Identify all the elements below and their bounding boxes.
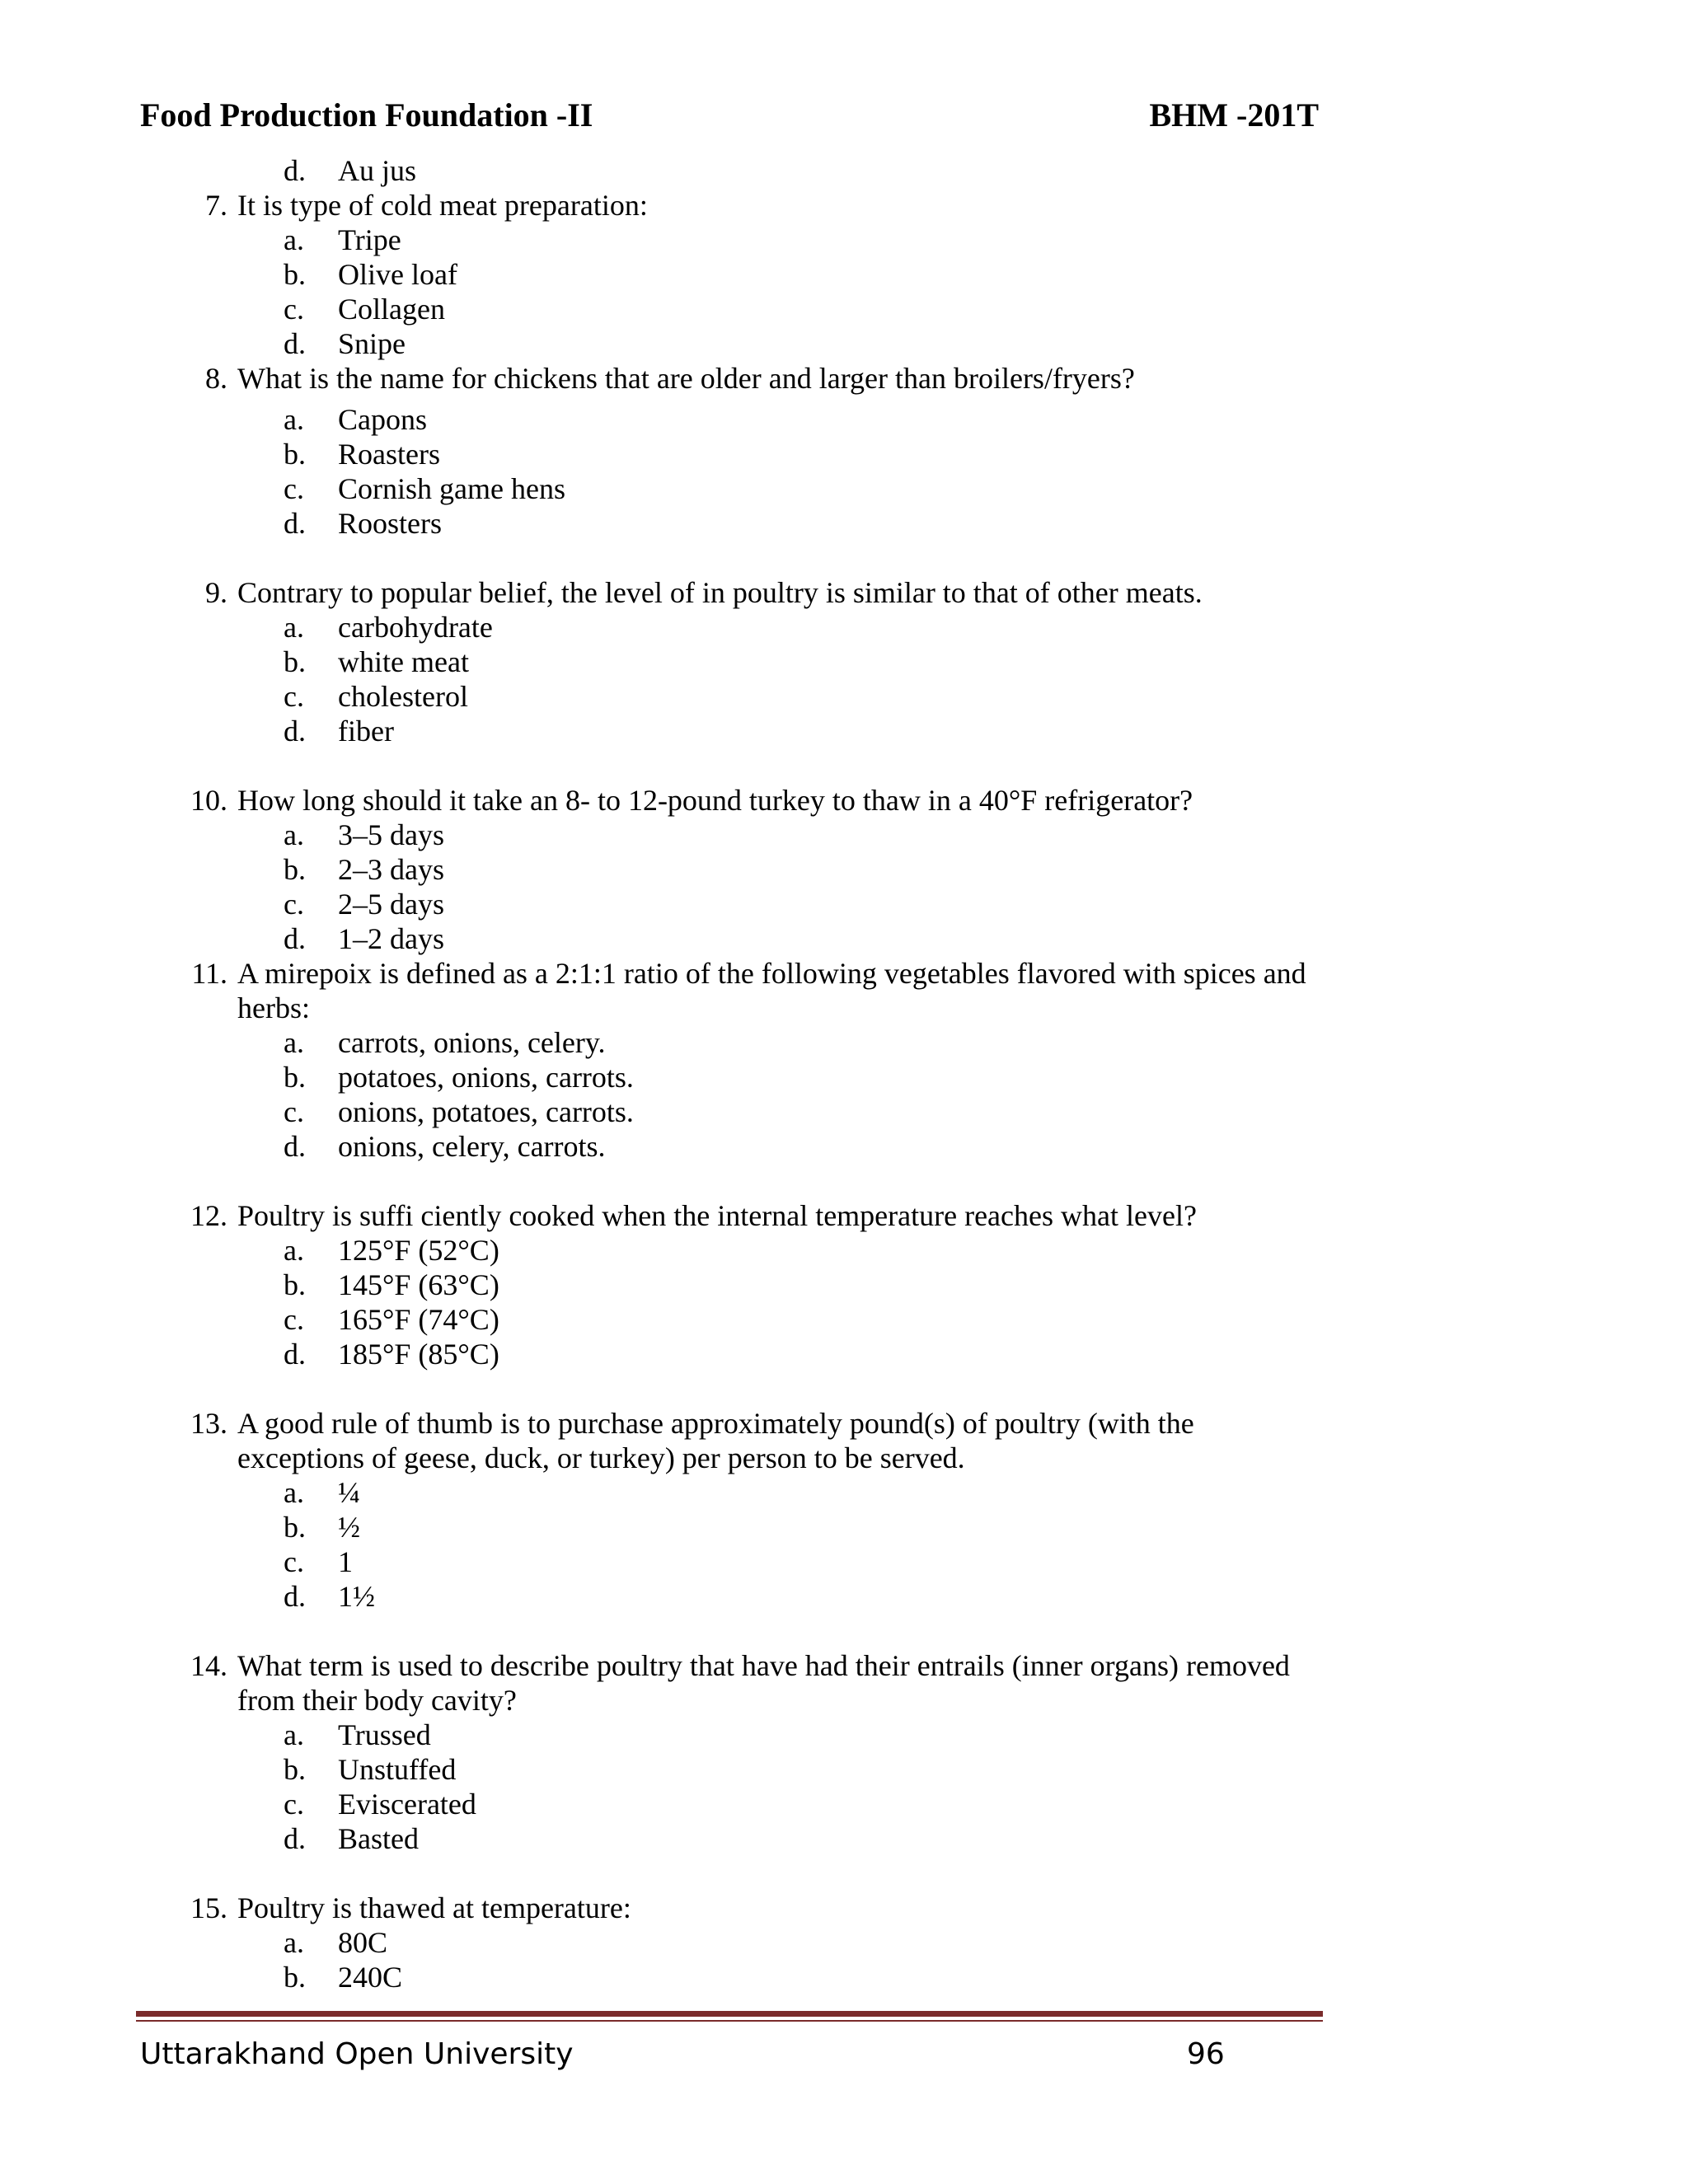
footer-rule-thick: [136, 2011, 1323, 2017]
option-text: Trussed: [338, 1718, 431, 1751]
question-item: [186, 361, 1324, 396]
option-item: [186, 818, 1324, 852]
question-item: [186, 783, 1324, 818]
option-text: 1–2 days: [338, 922, 444, 955]
option-text: Olive loaf: [338, 258, 457, 291]
option-text: 165°F (74°C): [338, 1303, 499, 1336]
option-text: 1½: [338, 1580, 375, 1613]
option-item: [186, 610, 1324, 644]
option-item: [186, 1960, 1324, 1994]
question-number: 13.: [190, 1407, 227, 1440]
option-text: Eviscerated: [338, 1788, 476, 1821]
question-number: 12.: [190, 1199, 227, 1232]
footer-rule-thin: [136, 2020, 1323, 2022]
option-letter: b.: [284, 258, 306, 291]
option-item: [186, 1268, 1324, 1302]
option-letter: a.: [284, 223, 304, 256]
option-letter: a.: [284, 1234, 304, 1267]
option-text: fiber: [338, 715, 394, 748]
option-letter: d.: [284, 1580, 306, 1613]
option-letter: a.: [284, 818, 304, 851]
option-item: [186, 1129, 1324, 1164]
option-letter: a.: [284, 611, 304, 644]
option-text: carbohydrate: [338, 611, 493, 644]
option-text: Basted: [338, 1822, 419, 1855]
option-text: 80C: [338, 1926, 388, 1959]
question-text: What is the name for chickens that are older and larger than broilers/fryers?: [237, 362, 1135, 395]
option-item: [186, 1475, 1324, 1510]
option-letter: b.: [284, 853, 306, 886]
option-text: 125°F (52°C): [338, 1234, 499, 1267]
option-text: carrots, onions, celery.: [338, 1026, 606, 1059]
question-text: A mirepoix is defined as a 2:1:1 ratio of the following vegetables flavored with spices and herbs:: [237, 957, 1306, 1024]
option-letter: c.: [284, 1303, 304, 1336]
option-item: [186, 1925, 1324, 1960]
option-letter: c.: [284, 1788, 304, 1821]
option-letter: a.: [284, 1026, 304, 1059]
option-item: [186, 644, 1324, 679]
option-item: [186, 437, 1324, 471]
question-text: How long should it take an 8- to 12-pound turkey to thaw in a 40°F refrigerator?: [237, 784, 1193, 817]
option-letter: b.: [284, 1061, 306, 1094]
question-item: [186, 1648, 1324, 1718]
option-text: Collagen: [338, 293, 445, 326]
question-text: What term is used to describe poultry that have had their entrails (inner organs) removed from their body cavity?: [237, 1649, 1290, 1717]
option-text: 3–5 days: [338, 818, 444, 851]
question-number: 9.: [205, 576, 227, 609]
question-number: 11.: [191, 957, 227, 990]
option-item: [186, 1752, 1324, 1787]
question-number: 7.: [205, 189, 227, 222]
question-item: [186, 188, 1324, 223]
option-text: Unstuffed: [338, 1753, 457, 1786]
course-code: BHM -201T: [1149, 96, 1319, 134]
option-text: white meat: [338, 645, 469, 678]
option-text: potatoes, onions, carrots.: [338, 1061, 634, 1094]
option-letter: a.: [284, 1926, 304, 1959]
option-text: ¼: [338, 1476, 360, 1509]
option-item: [186, 292, 1324, 326]
option-letter: c.: [284, 888, 304, 921]
option-letter: a.: [284, 1718, 304, 1751]
option-item: [186, 1233, 1324, 1268]
option-item: [186, 1821, 1324, 1856]
question-number: 8.: [205, 362, 227, 395]
option-item: [186, 1718, 1324, 1752]
question-number: 10.: [190, 784, 227, 817]
option-item: [186, 1094, 1324, 1129]
question-item: [186, 1198, 1324, 1233]
option-letter: b.: [284, 1753, 306, 1786]
option-letter: d.: [284, 1822, 306, 1855]
option-text: 145°F (63°C): [338, 1268, 499, 1301]
option-text: cholesterol: [338, 680, 468, 713]
option-item: [186, 257, 1324, 292]
option-item: [186, 1060, 1324, 1094]
option-item: [186, 679, 1324, 714]
option-item: [186, 1787, 1324, 1821]
option-text: Roosters: [338, 507, 442, 540]
question-item: [186, 575, 1324, 610]
option-text: Au jus: [338, 154, 417, 187]
question-item: [186, 956, 1324, 1025]
question-text: Poultry is suffi ciently cooked when the internal temperature reaches what level?: [237, 1199, 1197, 1232]
page-number: 96: [1187, 2037, 1225, 2071]
option-text: Roasters: [338, 438, 440, 471]
page-footer: [140, 2037, 1319, 2079]
option-item: [186, 153, 1324, 188]
option-letter: c.: [284, 472, 304, 505]
option-item: [186, 1510, 1324, 1544]
question-text: It is type of cold meat preparation:: [237, 189, 648, 222]
option-letter: d.: [284, 1338, 306, 1371]
option-letter: b.: [284, 645, 306, 678]
option-letter: a.: [284, 1476, 304, 1509]
option-letter: d.: [284, 1130, 306, 1163]
question-item: [186, 1891, 1324, 1925]
page-header: [140, 96, 1319, 145]
option-letter: d.: [284, 715, 306, 748]
option-item: [186, 1337, 1324, 1371]
option-text: Snipe: [338, 327, 406, 360]
option-item: [186, 1302, 1324, 1337]
question-number: 14.: [190, 1649, 227, 1682]
question-item: [186, 1406, 1324, 1475]
option-letter: c.: [284, 1545, 304, 1578]
option-text: 185°F (85°C): [338, 1338, 499, 1371]
option-letter: c.: [284, 1095, 304, 1128]
question-text: A good rule of thumb is to purchase approximately pound(s) of poultry (with the exceptions of geese, duck, or turkey) per person to be served.: [237, 1407, 1194, 1474]
option-letter: d.: [284, 507, 306, 540]
question-text: Contrary to popular belief, the level of in poultry is similar to that of other meats.: [237, 576, 1203, 609]
option-text: Cornish game hens: [338, 472, 565, 505]
option-letter: a.: [284, 403, 304, 436]
university-name: Uttarakhand Open University: [140, 2037, 574, 2071]
course-title: Food Production Foundation -II: [140, 96, 593, 134]
question-list: [186, 153, 1324, 1994]
option-item: [186, 223, 1324, 257]
question-text: Poultry is thawed at temperature:: [237, 1891, 631, 1924]
option-item: [186, 471, 1324, 506]
option-text: 240C: [338, 1961, 403, 1994]
option-item: [186, 506, 1324, 541]
option-text: Capons: [338, 403, 427, 436]
option-text: Tripe: [338, 223, 401, 256]
option-letter: c.: [284, 680, 304, 713]
option-text: 2–5 days: [338, 888, 444, 921]
option-item: [186, 326, 1324, 361]
option-letter: d.: [284, 922, 306, 955]
option-text: onions, potatoes, carrots.: [338, 1095, 634, 1128]
option-letter: b.: [284, 1268, 306, 1301]
option-item: [186, 714, 1324, 748]
option-item: [186, 1544, 1324, 1579]
option-letter: b.: [284, 1511, 306, 1544]
option-item: [186, 402, 1324, 437]
option-letter: b.: [284, 438, 306, 471]
option-letter: d.: [284, 154, 306, 187]
option-letter: b.: [284, 1961, 306, 1994]
option-item: [186, 1579, 1324, 1614]
option-text: 2–3 days: [338, 853, 444, 886]
option-text: onions, celery, carrots.: [338, 1130, 606, 1163]
option-text: 1: [338, 1545, 353, 1578]
question-number: 15.: [190, 1891, 227, 1924]
option-letter: c.: [284, 293, 304, 326]
option-item: [186, 1025, 1324, 1060]
option-letter: d.: [284, 327, 306, 360]
option-item: [186, 852, 1324, 887]
option-item: [186, 921, 1324, 956]
option-item: [186, 887, 1324, 921]
option-text: ½: [338, 1511, 360, 1544]
